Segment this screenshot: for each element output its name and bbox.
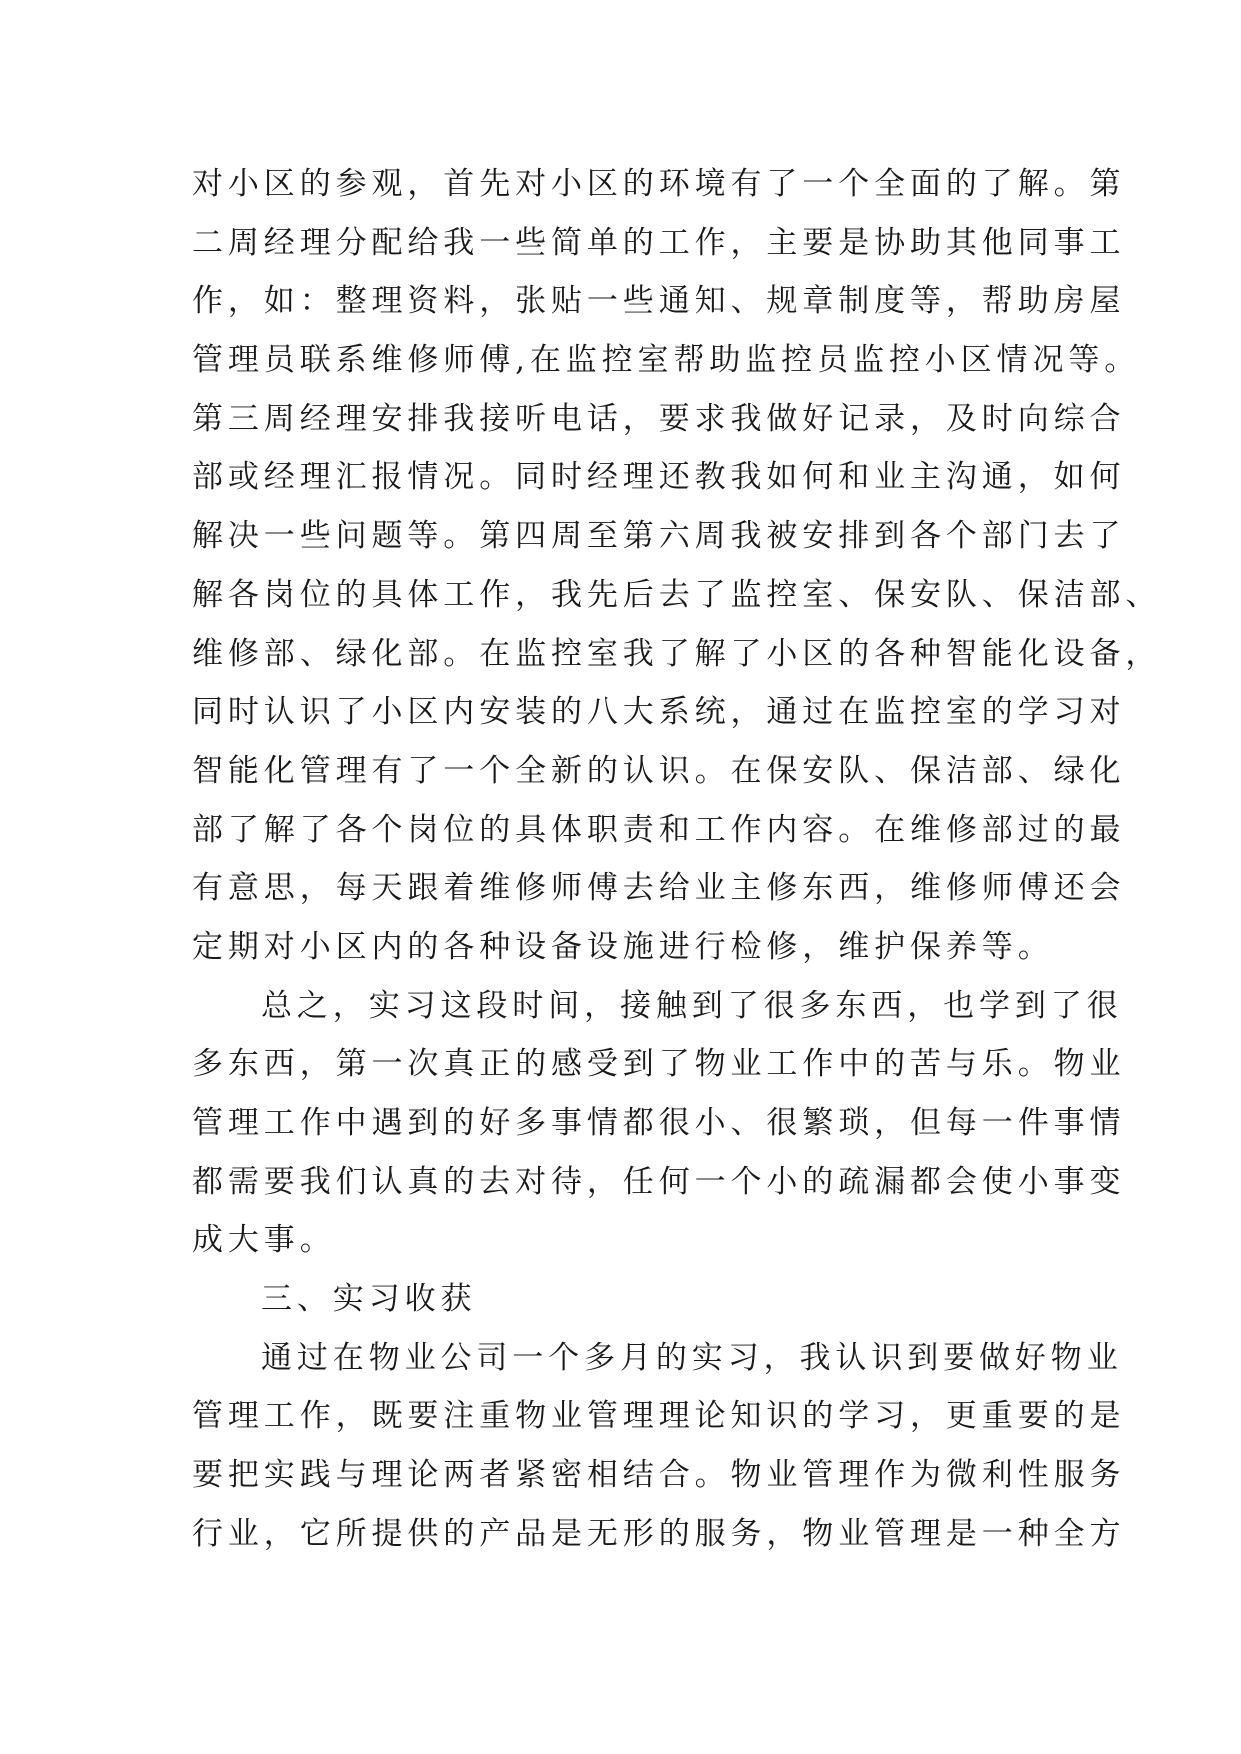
- text-line: 对小区的参观，首先对小区的环境有了一个全面的了解。第: [192, 166, 1126, 202]
- text-line: 部了解了各个岗位的具体职责和工作内容。在维修部过的最: [192, 811, 1126, 848]
- text-line: 作，如：整理资料，张贴一些通知、规章制度等，帮助房屋: [192, 283, 1126, 320]
- text-line: 成大事。: [192, 1222, 336, 1259]
- body-text: [192, 155, 1162, 1564]
- text-line: 管理员联系维修师傅,在监控室帮助监控员监控小区情况等。: [192, 342, 1141, 379]
- text-line: 同时认识了小区内安装的八大系统，通过在监控室的学习对: [192, 694, 1126, 731]
- text-line: 管理工作中遇到的好多事情都很小、很繁琐，但每一件事情: [192, 1105, 1126, 1141]
- text-line: 管理工作，既要注重物业管理理论知识的学习，更重要的是: [192, 1398, 1126, 1435]
- paragraph-start-line: 通过在物业公司一个多月的实习，我认识到要做好物业: [261, 1339, 1123, 1376]
- text-line: 二周经理分配给我一些简单的工作，主要是协助其他同事工: [192, 224, 1126, 261]
- text-line: 都需要我们认真的去对待，任何一个小的疏漏都会使小事变: [192, 1163, 1126, 1200]
- text-line: 解决一些问题等。第四周至第六周我被安排到各个部门去了: [192, 518, 1126, 555]
- text-line: 定期对小区内的各种设备设施进行检修，维护保养等。: [192, 928, 1054, 965]
- text-line: 有意思，每天跟着维修师傅去给业主修东西，维修师傅还会: [192, 870, 1126, 907]
- text-line: 要把实践与理论两者紧密相结合。物业管理作为微利性服务: [192, 1457, 1126, 1494]
- text-line: 解各岗位的具体工作，我先后去了监控室、保安队、保洁部、: [192, 576, 1162, 613]
- text-line: 维修部、绿化部。在监控室我了解了小区的各种智能化设备，: [192, 635, 1162, 672]
- text-line: 多东西，第一次真正的感受到了物业工作中的苦与乐。物业: [192, 1046, 1126, 1083]
- section-heading: 三、实习收获: [261, 1281, 477, 1318]
- text-line: 部或经理汇报情况。同时经理还教我如何和业主沟通，如何: [192, 459, 1126, 496]
- text-line: 智能化管理有了一个全新的认识。在保安队、保洁部、绿化: [192, 752, 1126, 789]
- text-line: 第三周经理安排我接听电话，要求我做好记录，及时向综合: [192, 400, 1126, 437]
- paragraph-start-line: 总之，实习这段时间，接触到了很多东西，也学到了很: [261, 987, 1123, 1024]
- text-line: 行业，它所提供的产品是无形的服务，物业管理是一种全方: [192, 1515, 1126, 1552]
